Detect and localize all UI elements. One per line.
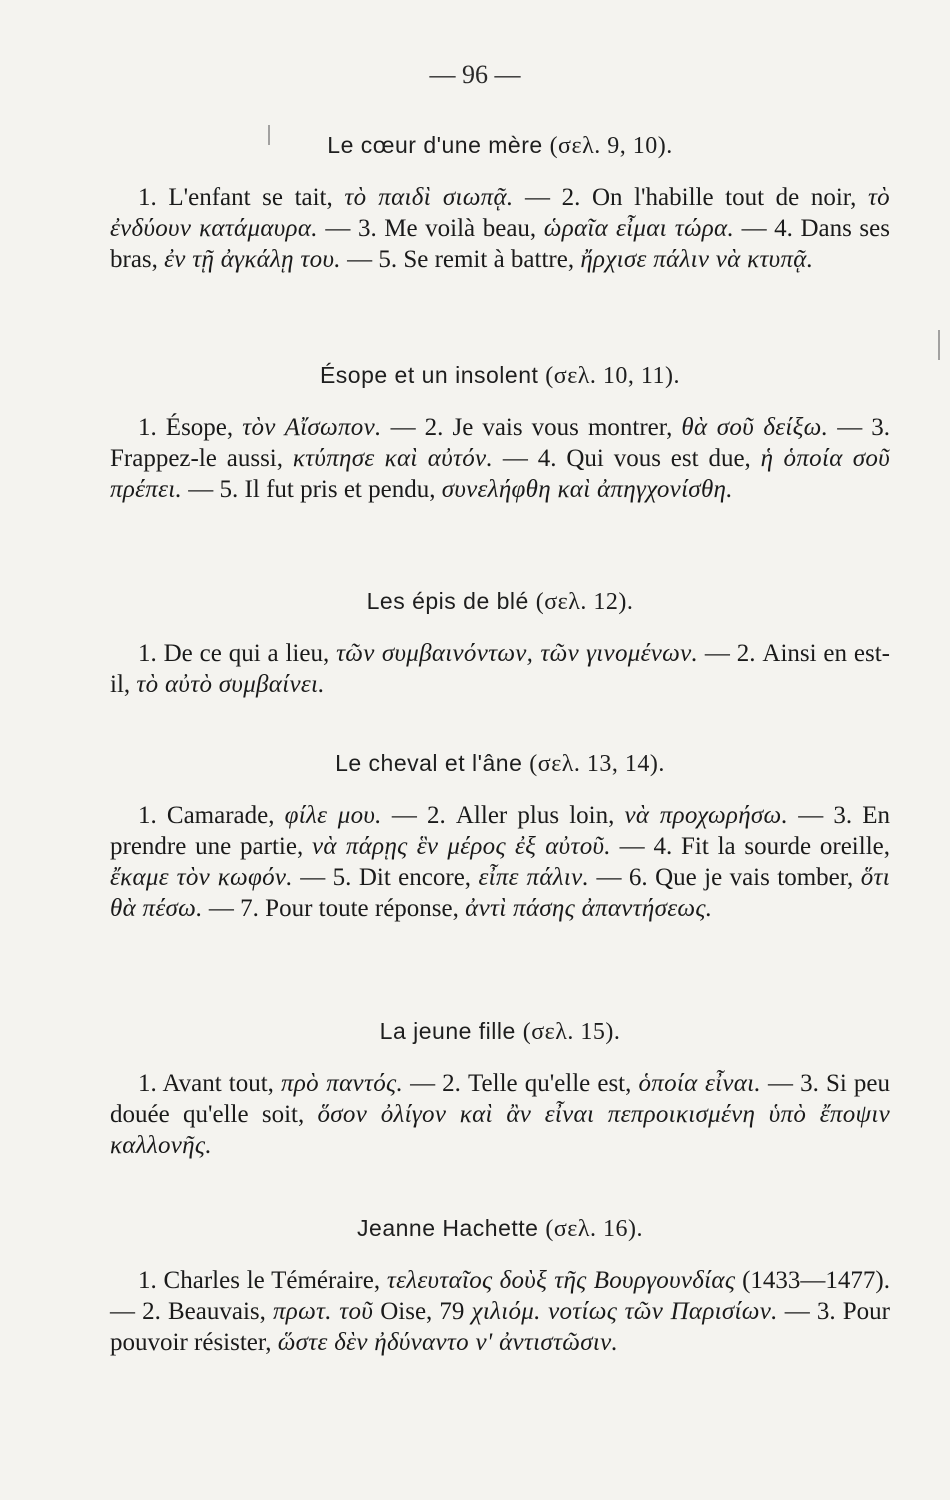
text-gr: συνελήφθη καὶ ἀπηγχονίσθη. (441, 476, 733, 503)
text-fr: — 6. Que je vais tomber, (589, 864, 861, 891)
section-title: Le cheval et l'âne (335, 750, 523, 776)
text-fr: — 3. En prendre une partie, (110, 802, 890, 860)
text-gr: ἔκαμε τὸν κωφόν. (110, 864, 293, 891)
section-title: Les épis de blé (366, 588, 529, 614)
section-epis-ble (110, 588, 890, 700)
text-fr: Oise, 79 (373, 1298, 472, 1325)
text-gr: τελευταῖος δοὺξ τῆς Βουργουνδίας (386, 1267, 736, 1294)
text-fr: — 5. Se remit à battre, (340, 246, 581, 273)
section-paragraph (110, 1068, 890, 1161)
scan-mark (938, 330, 940, 360)
section-coeur-mere (110, 132, 890, 275)
text-gr: ὁποία εἶναι. (638, 1070, 761, 1097)
text-fr: — 2. Telle qu'elle est, (403, 1070, 639, 1097)
text-gr: νὰ προχωρήσω. (624, 802, 789, 829)
text-fr: 1. De ce qui a lieu, (138, 640, 337, 667)
text-fr: — 3. Me voilà beau, (317, 215, 544, 242)
section-heading (110, 588, 890, 616)
section-heading (110, 132, 890, 160)
text-gr: ἐν τῇ ἀγκάλῃ του. (164, 246, 341, 273)
text-fr: — 2. Aller plus loin, (381, 802, 625, 829)
scan-mark (268, 125, 270, 145)
section-heading (110, 1215, 890, 1243)
section-paragraph (110, 412, 890, 505)
section-title: La jeune fille (379, 1018, 516, 1044)
section-heading (110, 362, 890, 390)
section-paragraph (110, 800, 890, 924)
text-gr: τὸ αὐτὸ συμβαίνει. (136, 671, 325, 698)
section-paragraph (110, 182, 890, 275)
section-title: Jeanne Hachette (357, 1215, 539, 1241)
text-fr: — 4. Fit la sourde oreille, (610, 833, 890, 860)
section-reference: (σελ. 9, 10). (549, 133, 673, 159)
text-gr: ἤρχισε πάλιν νὰ κτυπᾷ. (580, 246, 814, 273)
text-gr: τῶν συμβαινόντων, τῶν γινομένων. (336, 640, 699, 667)
section-heading (110, 1018, 890, 1046)
text-gr: νὰ πάρῃς ἓν μέρος ἐξ αὐτοῦ. (312, 833, 611, 860)
text-fr: 1. L'enfant se tait, (138, 184, 345, 211)
text-gr: εἶπε πάλιν. (478, 864, 590, 891)
text-fr: — 5. Dit encore, (292, 864, 479, 891)
text-fr: — 2. On l'habille tout de noir, (513, 184, 868, 211)
text-fr: — 4. Qui vous est due, (493, 445, 761, 472)
text-fr: — 3. Frappez-le aussi, (110, 414, 891, 472)
text-fr: — 2. Ainsi en est-il, (110, 640, 890, 698)
text-gr: ὅτι θὰ πέσω. (110, 864, 891, 922)
text-gr: χιλιόμ. νοτίως τῶν Παρισίων. (471, 1298, 778, 1325)
text-fr: — 2. Je vais vous montrer, (381, 414, 682, 441)
text-fr: 1. Avant tout, (138, 1070, 281, 1097)
page-number: — 96 — (429, 60, 521, 89)
section-esope (110, 362, 890, 505)
text-fr: — 3. Si peu douée qu'elle soit, (110, 1070, 890, 1128)
text-gr: ὡραῖα εἶμαι τώρα. (543, 215, 735, 242)
text-gr: κτύπησε καὶ αὐτόν. (292, 445, 493, 472)
text-gr: πρὸ παντός. (281, 1070, 403, 1097)
text-fr: — 3. Pour pouvoir résister, (110, 1298, 890, 1356)
section-reference: (σελ. 13, 14). (529, 751, 665, 777)
text-fr: — 7. Pour toute réponse, (202, 895, 466, 922)
section-paragraph (110, 1265, 890, 1358)
section-paragraph (110, 638, 890, 700)
text-fr: 1. Charles le Téméraire, (138, 1267, 387, 1294)
section-reference: (σελ. 16). (545, 1216, 643, 1242)
text-gr: ἡ ὁποία σοῦ πρέπει. (110, 445, 890, 503)
text-gr: ὥστε δὲν ἠδύναντο ν' ἀντιστῶσιν. (277, 1329, 619, 1356)
text-gr: τὸ παιδὶ σιωπᾷ. (344, 184, 514, 211)
section-heading (110, 750, 890, 778)
text-fr: — 5. Il fut pris et pendu, (182, 476, 442, 503)
text-fr: — 4. Dans ses bras, (110, 215, 890, 273)
text-gr: πρωτ. τοῦ (272, 1298, 374, 1325)
section-title: Ésope et un insolent (319, 362, 539, 388)
section-jeanne-hachette (110, 1215, 890, 1358)
section-jeune-fille (110, 1018, 890, 1161)
text-gr: θὰ σοῦ δείξω. (681, 414, 829, 441)
text-fr: 1. Camarade, (138, 802, 285, 829)
text-gr: τὸ ἐνδύουν κατάμαυρα. (110, 184, 890, 242)
section-reference: (σελ. 12). (535, 589, 634, 615)
text-fr: 1. Ésope, (138, 414, 243, 441)
text-gr: ὅσον ὀλίγον καὶ ἂν εἶναι πεπροικισμένη ὑπὸ ἔποψιν καλλονῆς. (110, 1101, 891, 1159)
section-reference: (σελ. 10, 11). (545, 363, 681, 389)
text-gr: τὸν Αἴσωπον. (242, 414, 382, 441)
section-cheval-ane (110, 750, 890, 924)
text-fr: (1433—1477). — 2. Beauvais, (110, 1267, 890, 1325)
section-reference: (σελ. 15). (522, 1019, 621, 1045)
text-gr: φίλε μου. (284, 802, 382, 829)
section-title: Le cœur d'une mère (327, 132, 543, 158)
text-gr: ἀντὶ πάσης ἀπαντήσεως. (465, 895, 713, 922)
